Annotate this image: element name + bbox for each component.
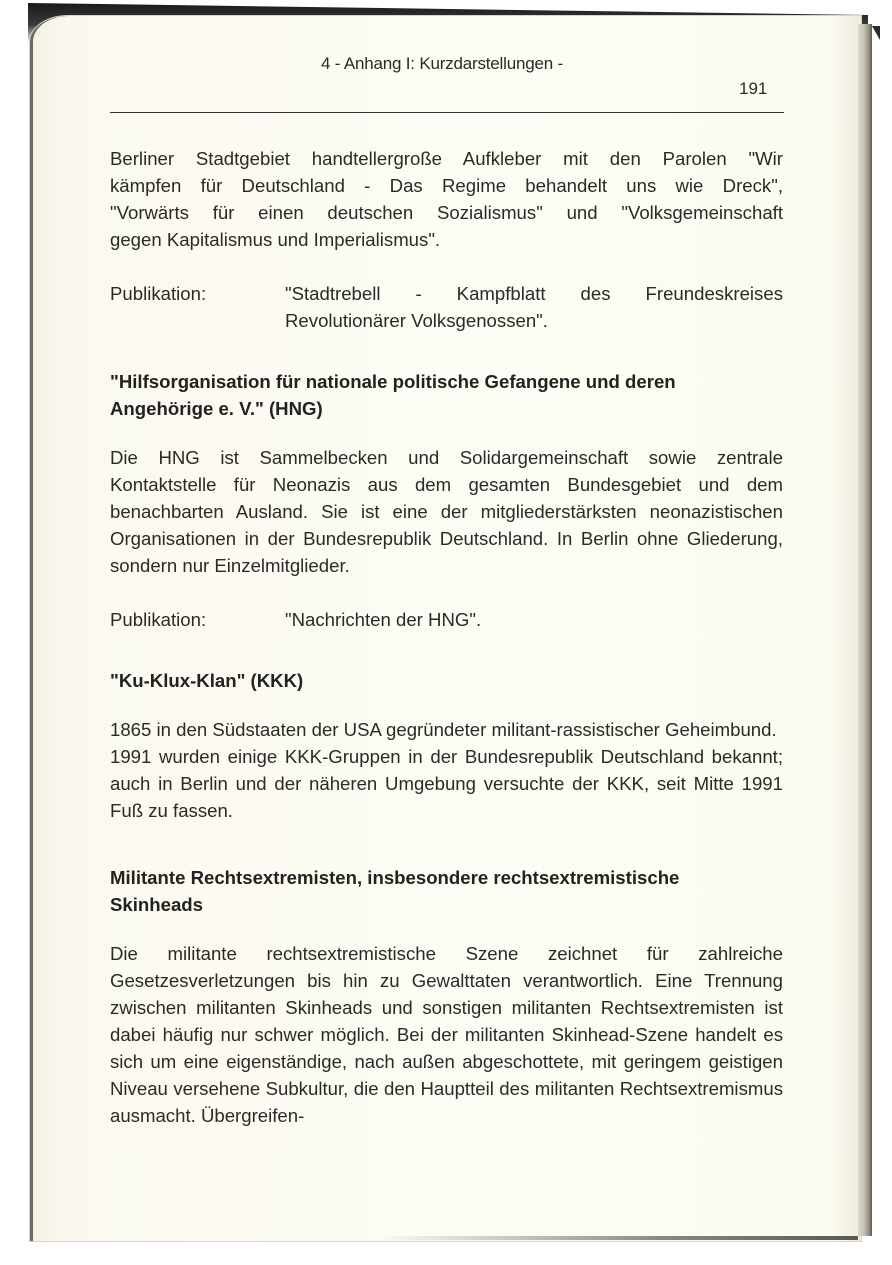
- intro-line-4: gegen Kapitalismus und Imperialismus".: [110, 229, 441, 250]
- section-title-hng: "Hilfsorganisation für nationale politische Gefangene und deren Angehörige e. V." (HNG): [110, 371, 676, 419]
- running-head: 4 - Anhang I: Kurzdarstellungen -: [321, 54, 563, 73]
- publication-value: "Stadtrebell - Kampfblatt des Freundeskreises Revolutionärer Volksgenossen".: [285, 283, 783, 331]
- section-paragraph-kkk-1: 1865 in den Südstaaten der USA gegründeter militant-rassistischer Geheimbund.: [110, 719, 777, 740]
- intro-line-3: "Vorwärts für einen deutschen Sozialismus" und "Volksgemeinschaft: [110, 202, 783, 223]
- section-title-militante: Militante Rechtsextremisten, insbesondere rechtsextremistische Skinheads: [110, 867, 680, 915]
- intro-line-1: Berliner Stadtgebiet handtellergroße Aufkleber mit den Parolen "Wir: [110, 148, 783, 169]
- publication-stadtrebell: [110, 280, 783, 334]
- page-body: [110, 145, 783, 1129]
- bottom-edge-shadow: [380, 1236, 858, 1240]
- publication-label: Publikation:: [110, 609, 207, 630]
- intro-line-2: kämpfen für Deutschland - Das Regime behandelt uns wie Dreck",: [110, 175, 783, 196]
- section-paragraph-militante: Die militante rechtsextremistische Szene zeichnet für zahlreiche Gesetzesverletzungen bis hin zu Gewalttaten verantwortlich. Eine Trennung zwischen militanten Skinheads und sonstigen militanten Rechtsextremisten ist dabei häufig nur schwer möglich. Bei der militanten Skinhead-Szene handelt es sich um eine eigenständige, nach außen abgeschottete, mit geringem geistigen Niveau versehene Subkultur, die den Hauptteil des militanten Rechtsextremismus ausmacht. Übergreifen-: [110, 943, 783, 1126]
- section-paragraph-kkk-2: 1991 wurden einige KKK-Gruppen in der Bundesrepublik Deutschland bekannt; auch in Berlin und der näheren Umgebung versuchte der KKK, seit Mitte 1991 Fuß zu fassen.: [110, 746, 783, 821]
- publication-label: Publikation:: [110, 283, 207, 304]
- page-number: 191: [739, 79, 768, 98]
- page-stack-edge: [858, 24, 872, 1236]
- publication-hng: [110, 606, 783, 633]
- section-title-kkk: "Ku-Klux-Klan" (KKK): [110, 670, 304, 691]
- header-rule: [110, 112, 784, 113]
- corner-mark: [872, 26, 880, 40]
- section-paragraph-hng: Die HNG ist Sammelbecken und Solidargemeinschaft sowie zentrale Kontaktstelle für Neonazis aus dem gesamten Bundesgebiet und dem benachbarten Ausland. Sie ist eine der mitgliederstärksten neonazistischen Organisationen in der Bundesrepublik Deutschland. In Berlin ohne Gliederung, sondern nur Einzelmitglieder.: [110, 447, 783, 576]
- publication-value: "Nachrichten der HNG".: [285, 609, 482, 630]
